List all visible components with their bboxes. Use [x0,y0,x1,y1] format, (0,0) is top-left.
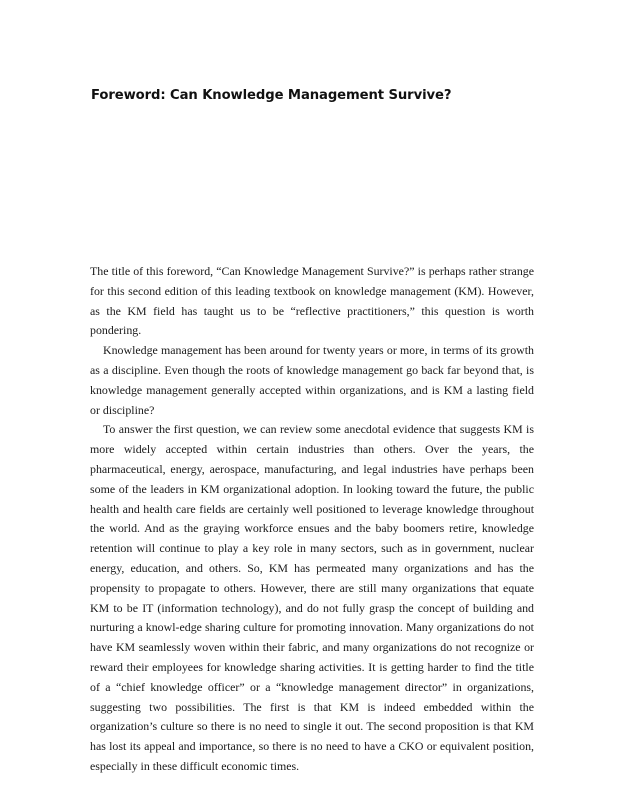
page-title: Foreword: Can Knowledge Management Survive? [91,88,452,103]
body-text [90,262,534,777]
paragraph-2: Knowledge management has been around for twenty years or more, in terms of its growth as a discipline. Even though the roots of knowledge management go back far beyond that, is knowledge management generally accepted within organizations, and is KM a lasting field or discipline? [90,343,534,417]
paragraph-3: To answer the first question, we can review some anecdotal evidence that suggests KM is more widely accepted within certain industries than others. Over the years, the pharmaceutical, energy, aerospace, manufacturing, and legal industries have perhaps been some of the leaders in KM organizational adoption. In looking toward the future, the public health and health care fields are certainly well positioned to leverage knowledge throughout the world. And as the graying workforce ensues and the baby boomers retire, knowledge retention will continue to play a key role in many sectors, such as in government, nuclear energy, education, and others. So, KM has permeated many organizations and has the propensity to propagate to others. However, there are still many organizations that equate KM to be IT (information technology), and do not fully grasp the concept of building and nurturing a knowl-edge sharing culture for promoting innovation. Many organizations do not have KM seamlessly woven within their fabric, and many organizations do not recognize or reward their employees for knowledge sharing activities. It is getting harder to find the title of a “chief knowledge officer” or a “knowledge management director” in organizations, suggesting two possibilities. The first is that KM is indeed embedded within the organization’s culture so there is no need to single it out. The second proposition is that KM has lost its appeal and importance, so there is no need to have a CKO or equivalent position, especially in these difficult economic times. [90,422,534,773]
paragraph-1: The title of this foreword, “Can Knowledge Management Survive?” is perhaps rather strange for this second edition of this leading textbook on knowledge management (KM). However, as the KM field has taught us to be “reflective practitioners,” this question is worth pondering. [90,264,534,338]
